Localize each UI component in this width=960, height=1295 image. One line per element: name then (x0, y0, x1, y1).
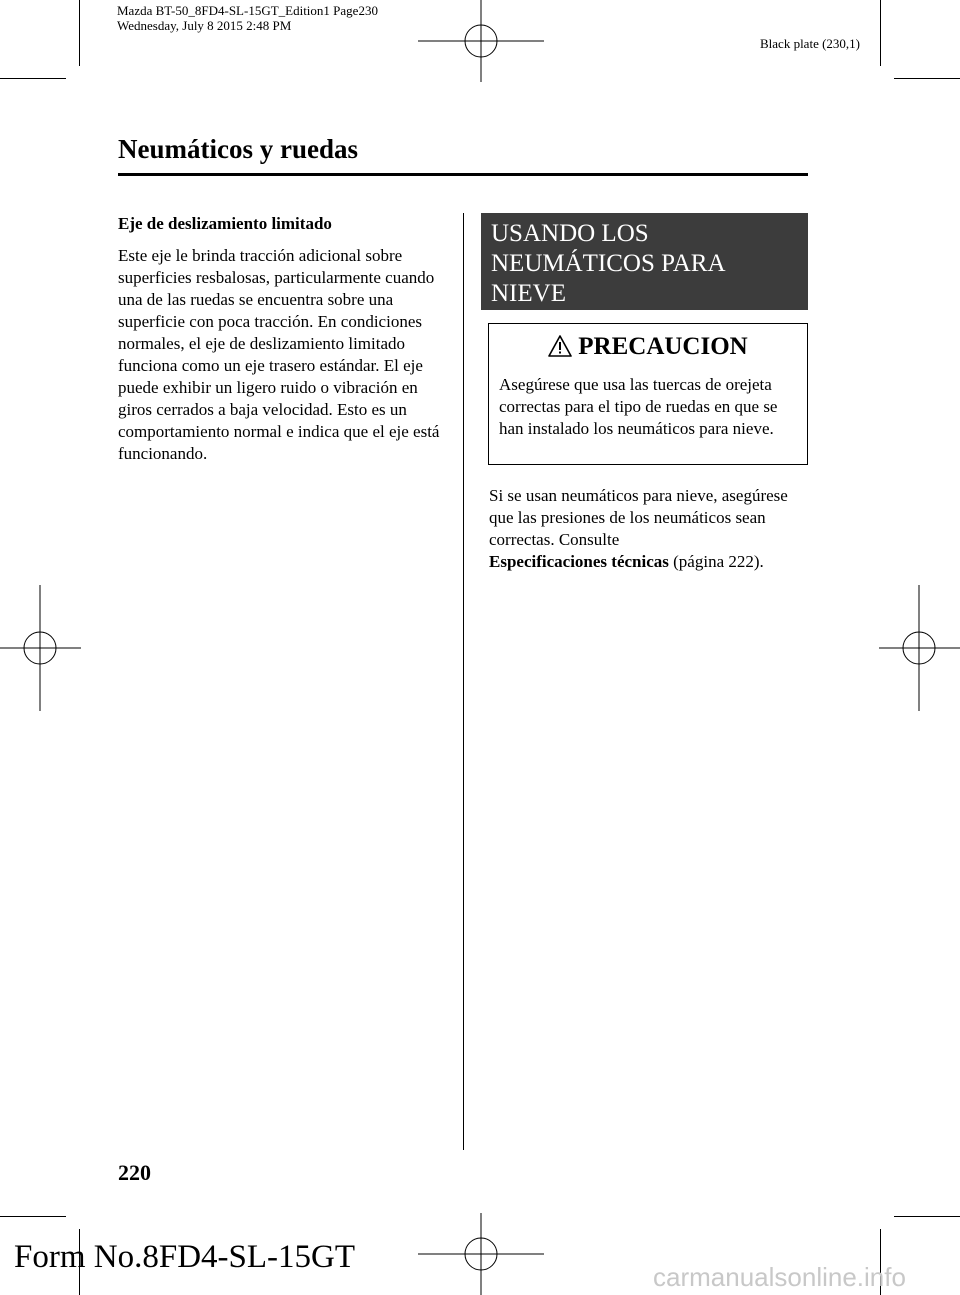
body-paragraph: Este eje le brinda tracción adicional sobre superficies resbalosas, particularmente cuando una de las ruedas se encuentra sobre una superficie con poca tracción. En condiciones normales, el eje de deslizamiento limitado funciona como un eje trasero estándar. El eje puede exhibir un ligero ruido o vibración en giros cerrados a baja velocidad. Esto es un comportamiento normal e indica que el eje está funcionando. (118, 246, 440, 463)
left-column (118, 213, 448, 465)
subheading: Eje de deslizamiento limitado (118, 214, 332, 233)
plate-label: Black plate (230,1) (760, 36, 860, 51)
watermark: carmanualsonline.info (653, 1262, 906, 1292)
caution-text: Asegúrese que usa las tuercas de orejeta correctas para el tipo de ruedas en que se han instalado los neumáticos para nieve. (499, 375, 778, 438)
column-divider (463, 213, 464, 1150)
warning-triangle-icon (548, 335, 572, 357)
snow-tire-paragraph (489, 485, 809, 573)
snow-tires-heading (481, 213, 808, 310)
page-number: 220 (118, 1160, 151, 1185)
print-header-line2: Wednesday, July 8 2015 2:48 PM (117, 18, 292, 33)
caution-header (489, 332, 807, 362)
caution-title: PRECAUCION (578, 333, 748, 360)
heading-line: USANDO LOS (491, 220, 649, 247)
heading-line: NEUMÁTICOS PARA (491, 250, 726, 277)
section-title: Neumáticos y ruedas (118, 134, 358, 164)
title-rule (118, 173, 808, 176)
paragraph-text: Si se usan neumáticos para nieve, asegúrese que las presiones de los neumáticos sean correctas. Consulte (489, 486, 788, 549)
heading-line: NIEVE (491, 280, 566, 307)
specifications-reference: Especificaciones técnicas (489, 552, 669, 571)
page-reference: (página 222). (668, 552, 764, 571)
print-header-line1: Mazda BT-50_8FD4-SL-15GT_Edition1 Page230 (117, 3, 378, 18)
form-number: Form No.8FD4-SL-15GT (14, 1239, 356, 1275)
caution-box (488, 323, 808, 465)
